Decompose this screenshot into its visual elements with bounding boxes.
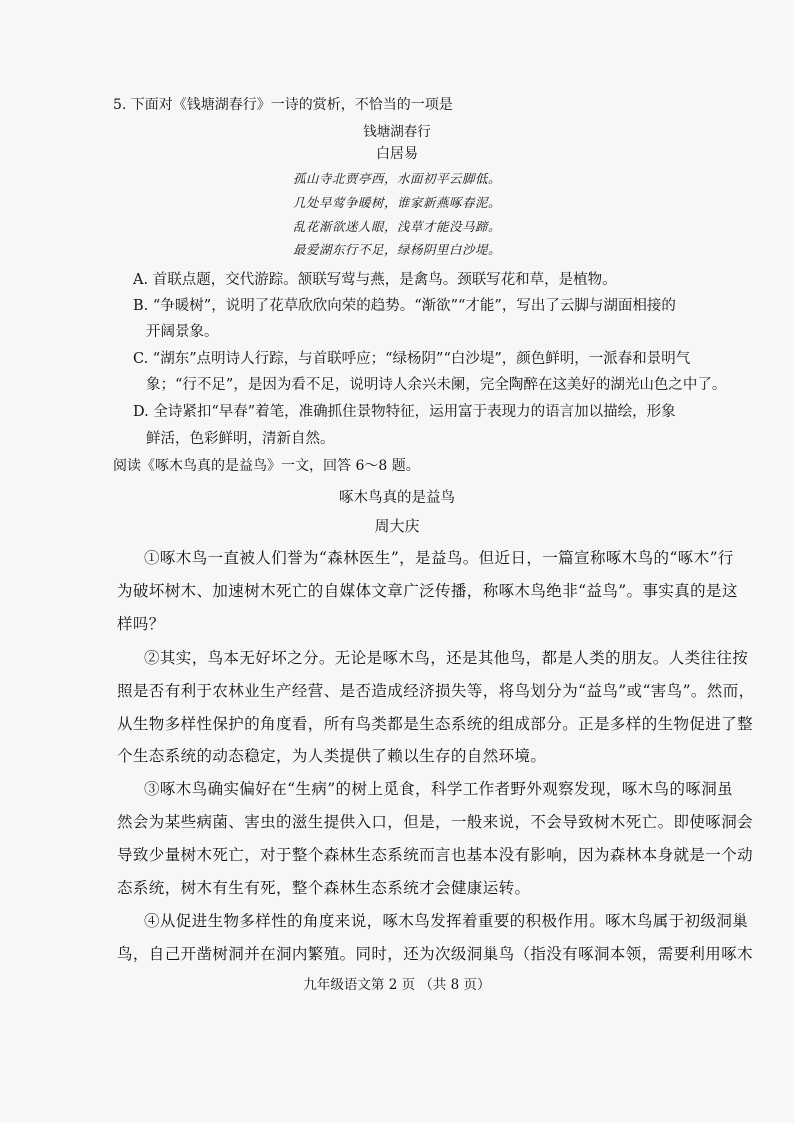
- option-d: D. 全诗紧扣“早春”着笔，准确抓住景物特征，运用富于表现力的语言加以描绘，形象: [133, 404, 676, 420]
- article-line: 个生态系统的动态稳定，为人类提供了赖以生存的自然环境。: [117, 747, 547, 765]
- option-a: A. 首联点题，交代游踪。颔联写莺与燕，是禽鸟。颈联写花和草，是植物。: [133, 272, 617, 288]
- article-line: 样吗？: [117, 615, 165, 633]
- article-line: 然会为某些病菌、害虫的滋生提供入口，但是，一般来说，不会导致树木死亡。即使啄洞会: [117, 813, 754, 831]
- reading-prompt: 阅读《啄木鸟真的是益鸟》一文，回答 6～8 题。: [113, 458, 420, 474]
- question-5-stem: 5. 下面对《钱塘湖春行》一诗的赏析，不恰当的一项是: [113, 97, 453, 113]
- article-author: 周大庆: [374, 517, 420, 535]
- page-footer: 九年级语文第 2 页 （共 8 页）: [303, 977, 491, 993]
- option-c: C. “湖东”点明诗人行踪，与首联呼应；“绿杨阴”“白沙堤”，颜色鲜明，一派春和景明气: [133, 351, 691, 367]
- article-line: 为破坏树木、加速树木死亡的自媒体文章广泛传播，称啄木鸟绝非“益鸟”。事实真的是这: [117, 582, 738, 600]
- poem-line: 几处早莺争暖树，谁家新燕啄春泥。: [292, 195, 501, 210]
- article-line: ③啄木鸟确实偏好在“生病”的树上觅食，科学工作者野外观察发现，啄木鸟的啄洞虽: [144, 780, 734, 798]
- article-line: 照是否有利于农林业生产经营、是否造成经济损失等，将鸟划分为“益鸟”或“害鸟”。然而，: [117, 682, 755, 700]
- article-line: ②其实，鸟本无好坏之分。无论是啄木鸟，还是其他鸟，都是人类的朋友。人类往往按: [144, 649, 749, 667]
- article-line: 从生物多样性保护的角度看，所有鸟类都是生态系统的组成部分。正是多样的生物促进了整: [117, 715, 754, 733]
- article-title: 啄木鸟真的是益鸟: [339, 490, 455, 506]
- article-line: ④从促进生物多样性的角度来说，啄木鸟发挥着重要的积极作用。啄木鸟属于初级洞巢: [144, 912, 749, 930]
- option-b: B. “争暖树”，说明了花草欣欣向荣的趋势。“渐欲”“才能”，写出了云脚与湖面相接的: [133, 298, 676, 314]
- article-line: 鸟，自己开凿树洞并在洞内繁殖。同时，还为次级洞巢鸟（指没有啄洞本领，需要利用啄木: [117, 945, 754, 963]
- option-c-continued: 象；“行不足”，是因为看不足，说明诗人余兴未阑，完全陶醉在这美好的湖光山色之中了。: [146, 377, 727, 393]
- option-b-continued: 开阔景象。: [146, 324, 219, 340]
- article-line: ①啄木鸟一直被人们誉为“森林医生”，是益鸟。但近日，一篇宣称啄木鸟的“啄木”行: [144, 549, 734, 567]
- option-d-continued: 鲜活，色彩鲜明，清新自然。: [146, 431, 335, 447]
- poem-line: 孤山寺北贾亭西，水面初平云脚低。: [292, 171, 501, 186]
- article-line: 导致少量树木死亡，对于整个森林生态系统而言也基本没有影响，因为森林本身就是一个动: [117, 846, 754, 864]
- poem-author: 白居易: [376, 146, 418, 162]
- poem-line: 最爱湖东行不足，绿杨阴里白沙堤。: [292, 242, 501, 257]
- article-line: 态系统，树木有生有死，整个森林生态系统才会健康运转。: [117, 879, 531, 897]
- poem-line: 乱花渐欲迷人眼，浅草才能没马蹄。: [292, 219, 501, 234]
- poem-title: 钱塘湖春行: [363, 124, 431, 140]
